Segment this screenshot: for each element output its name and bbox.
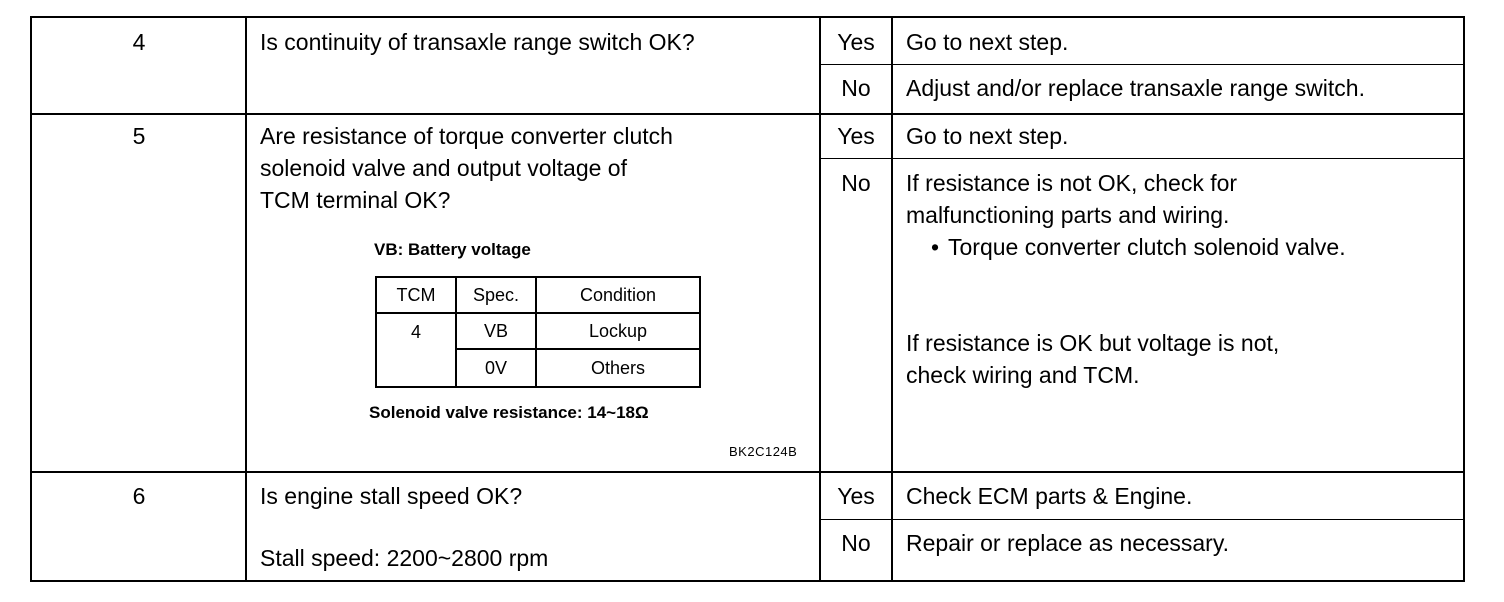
column-divider-answer: [891, 18, 893, 580]
row-divider-4-5: [32, 113, 1463, 115]
question-text: Is continuity of transaxle range switch OK?: [260, 29, 695, 55]
question-text: Is engine stall speed OK?: [260, 483, 523, 509]
yes-action: Go to next step.: [906, 123, 1069, 149]
battery-voltage-note: VB: Battery voltage: [374, 240, 531, 259]
spec-header-spec: Spec.: [456, 277, 536, 313]
question-text-line-2: solenoid valve and output voltage of: [260, 155, 627, 181]
yes-no-divider-row-6: [819, 519, 1463, 520]
stall-speed-note: Stall speed: 2200~2800 rpm: [260, 545, 549, 571]
no-label: No: [841, 75, 871, 101]
no-action: Adjust and/or replace transaxle range switch.: [906, 75, 1365, 101]
figure-code: BK2C124B: [729, 444, 798, 459]
yes-no-divider-row-5: [819, 158, 1463, 159]
no-action-2-line-2: check wiring and TCM.: [906, 362, 1140, 388]
resistance-note: Solenoid valve resistance: 14~18Ω: [369, 403, 649, 422]
yes-label: Yes: [837, 483, 875, 509]
row-divider-5-6: [32, 471, 1463, 473]
question-text-line-1: Are resistance of torque converter clutch: [260, 123, 673, 149]
spec-header-tcm: TCM: [376, 277, 456, 313]
spec-condition: Others: [536, 349, 700, 387]
no-label: No: [841, 530, 871, 556]
no-action: Repair or replace as necessary.: [906, 530, 1229, 556]
spec-value: 0V: [456, 349, 536, 387]
yes-action: Check ECM parts & Engine.: [906, 483, 1193, 509]
yes-no-divider-row-4: [819, 64, 1463, 65]
no-action-line-2: malfunctioning parts and wiring.: [906, 202, 1230, 228]
yes-label: Yes: [837, 123, 875, 149]
spec-terminal: 4: [376, 313, 456, 387]
step-number: 5: [132, 123, 146, 149]
spec-condition: Lockup: [536, 313, 700, 349]
diagnostic-table: [30, 16, 1465, 582]
question-text-line-3: TCM terminal OK?: [260, 187, 451, 213]
spec-table: [375, 276, 701, 388]
no-label: No: [841, 170, 871, 196]
bullet-icon: •: [930, 234, 940, 260]
step-number: 4: [132, 29, 146, 55]
yes-label: Yes: [837, 29, 875, 55]
step-number: 6: [132, 483, 146, 509]
yes-action: Go to next step.: [906, 29, 1069, 55]
no-action-bullet: [922, 231, 1346, 263]
spec-value: VB: [456, 313, 536, 349]
no-action-line-1: If resistance is not OK, check for: [906, 170, 1238, 196]
no-action-2-line-1: If resistance is OK but voltage is not,: [906, 330, 1280, 356]
bullet-text: Torque converter clutch solenoid valve.: [948, 234, 1346, 260]
spec-header-condition: Condition: [536, 277, 700, 313]
